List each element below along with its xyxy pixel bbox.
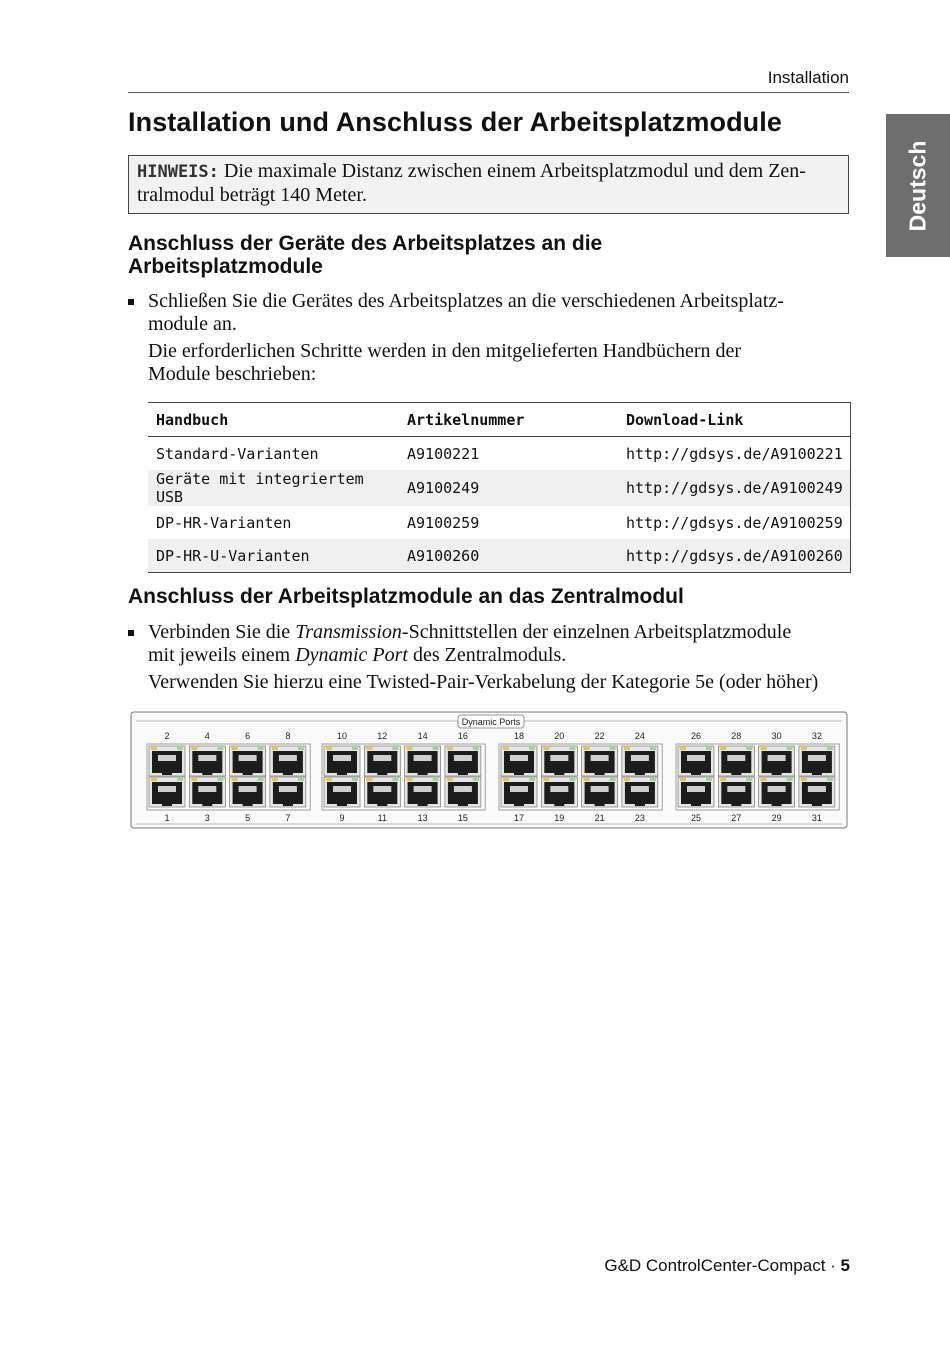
led-green — [298, 778, 304, 781]
rj45-latch — [595, 803, 605, 806]
rj45-jack-opening — [273, 751, 303, 773]
rj45-contacts — [373, 755, 391, 761]
rj45-latch — [243, 803, 253, 806]
led-yellow — [447, 747, 453, 750]
led-yellow — [720, 778, 726, 781]
led-green — [610, 778, 616, 781]
rj45-latch — [458, 803, 468, 806]
table-row — [148, 506, 851, 539]
note-text-line2: tralmodul beträgt 140 Meter. — [137, 184, 367, 206]
section2-bullet-text: -Schnittstellen der einzelnen Arbeitsplatzmodule — [401, 621, 792, 643]
port-number-bottom: 11 — [377, 813, 387, 823]
port-number-bottom: 31 — [811, 813, 822, 823]
rj45-contacts — [510, 755, 528, 761]
led-green — [706, 747, 712, 750]
dynamic-ports-label: Dynamic Ports — [461, 717, 521, 727]
led-yellow — [272, 747, 278, 750]
rj45-contacts — [373, 786, 391, 792]
led-green — [746, 778, 752, 781]
rj45-jack-opening — [408, 751, 438, 773]
rj45-latch — [554, 803, 564, 806]
port-number-top: 28 — [731, 731, 742, 741]
rj45-contacts — [687, 755, 705, 761]
led-yellow — [151, 747, 157, 750]
download-link[interactable]: http://gdsys.de/A9100259 — [626, 513, 843, 532]
led-yellow — [151, 778, 157, 781]
rj45-jack-opening — [681, 782, 711, 804]
rj45-latch — [162, 772, 172, 775]
rj45-contacts — [333, 786, 351, 792]
language-tab-label: Deutsch — [904, 140, 931, 231]
rj45-jack-opening — [233, 782, 263, 804]
rj45-jack-opening — [625, 782, 655, 804]
port-number-bottom: 5 — [245, 813, 251, 823]
article-number-cell: A9100221 — [407, 444, 480, 463]
led-green — [177, 747, 183, 750]
rj45-contacts — [158, 786, 176, 792]
rj45-jack-opening — [504, 782, 534, 804]
led-green — [827, 747, 833, 750]
rj45-contacts — [808, 755, 826, 761]
rj45-jack-opening — [721, 751, 751, 773]
note-box — [128, 155, 849, 214]
led-green — [473, 747, 479, 750]
section2-bullet-text: des Zentralmoduls. — [407, 644, 567, 666]
running-header — [128, 66, 849, 93]
rj45-contacts — [198, 786, 216, 792]
led-yellow — [503, 778, 509, 781]
rj45-latch — [514, 803, 524, 806]
rj45-contacts — [727, 755, 745, 761]
section2-paragraph: Verwenden Sie hierzu eine Twisted-Pair-Verkabelung der Kategorie 5e (oder höher) — [148, 671, 819, 693]
led-yellow — [503, 747, 509, 750]
rj45-contacts — [550, 786, 568, 792]
note-text-line1: Die maximale Distanz zwischen einem Arbeitsplatzmodul und dem Zen- — [223, 160, 806, 182]
port-number-top: 26 — [690, 731, 702, 741]
rj45-contacts — [768, 755, 786, 761]
section1-para-line1: Die erforderlichen Schritte werden in den mitgelieferten Handbüchern der — [148, 340, 742, 362]
led-yellow — [191, 747, 197, 750]
rj45-contacts — [158, 755, 176, 761]
table-header-cell: Handbuch — [148, 403, 399, 437]
table-row — [148, 539, 851, 573]
rj45-contacts — [631, 755, 649, 761]
download-link[interactable]: http://gdsys.de/A9100249 — [618, 470, 851, 506]
note-label: HINWEIS: — [137, 162, 219, 182]
section1-heading-line1: Anschluss der Geräte des Arbeitsplatzes an die — [128, 232, 603, 255]
port-number-top: 8 — [285, 731, 291, 741]
page-number: 5 — [840, 1256, 850, 1275]
download-link[interactable]: http://gdsys.de/A9100260 — [618, 539, 851, 573]
section1-para-line2: Module beschrieben: — [148, 363, 317, 385]
rj45-jack-opening — [681, 751, 711, 773]
led-green — [258, 778, 264, 781]
led-green — [298, 747, 304, 750]
rj45-contacts — [591, 786, 609, 792]
rj45-contacts — [454, 755, 472, 761]
port-number-bottom: 21 — [594, 813, 605, 823]
led-yellow — [801, 778, 807, 781]
led-yellow — [232, 778, 238, 781]
rj45-contacts — [198, 755, 216, 761]
rj45-latch — [377, 803, 387, 806]
rj45-latch — [554, 772, 564, 775]
rj45-contacts — [631, 786, 649, 792]
rj45-jack-opening — [192, 782, 222, 804]
rj45-contacts — [279, 786, 297, 792]
led-green — [217, 747, 223, 750]
led-yellow — [761, 747, 767, 750]
rj45-jack-opening — [544, 751, 574, 773]
section2-bullet — [128, 621, 848, 667]
rj45-latch — [812, 772, 822, 775]
bullet-marker — [128, 299, 134, 305]
rj45-latch — [514, 772, 524, 775]
led-green — [827, 778, 833, 781]
led-yellow — [191, 778, 197, 781]
rj45-contacts — [687, 786, 705, 792]
led-green — [746, 747, 752, 750]
led-green — [258, 747, 264, 750]
led-green — [352, 778, 358, 781]
manual-name-cell: DP-HR-Varianten — [156, 513, 292, 532]
port-number-bottom: 13 — [417, 813, 428, 823]
port-number-bottom: 23 — [634, 813, 645, 823]
port-number-top: 24 — [634, 731, 645, 741]
led-green — [352, 747, 358, 750]
rj45-jack-opening — [327, 751, 357, 773]
rj45-contacts — [333, 755, 351, 761]
led-yellow — [624, 747, 630, 750]
led-yellow — [801, 747, 807, 750]
manual-table — [148, 402, 851, 573]
rj45-latch — [283, 772, 293, 775]
manual-name-cell: Geräte mit integriertem USB — [148, 470, 399, 506]
rj45-jack-opening — [625, 751, 655, 773]
port-number-top: 30 — [771, 731, 782, 741]
rj45-latch — [772, 772, 782, 775]
section2-bullet-italic: Dynamic Port — [295, 644, 408, 666]
rj45-latch — [377, 772, 387, 775]
rj45-latch — [731, 803, 741, 806]
port-number-bottom: 29 — [771, 813, 782, 823]
led-yellow — [543, 778, 549, 781]
section2-bullet-text: Verbinden Sie die — [148, 621, 296, 643]
led-yellow — [366, 747, 372, 750]
port-number-bottom: 1 — [164, 813, 170, 823]
led-green — [433, 778, 439, 781]
led-yellow — [584, 747, 590, 750]
rj45-contacts — [768, 786, 786, 792]
rj45-contacts — [591, 755, 609, 761]
section1-heading-line2: Arbeitsplatzmodule — [128, 255, 323, 278]
port-number-top: 10 — [336, 731, 348, 741]
led-green — [433, 747, 439, 750]
port-number-bottom: 25 — [690, 813, 702, 823]
led-yellow — [584, 778, 590, 781]
led-yellow — [407, 778, 413, 781]
led-green — [217, 778, 223, 781]
led-green — [569, 747, 575, 750]
rj45-jack-opening — [233, 751, 263, 773]
rj45-latch — [418, 772, 428, 775]
port-number-bottom: 15 — [457, 813, 468, 823]
led-green — [787, 747, 793, 750]
table-header-row — [148, 403, 851, 437]
section2-bullet-text: mit jeweils einem — [148, 644, 296, 666]
rj45-latch — [243, 772, 253, 775]
rj45-latch — [772, 803, 782, 806]
table-header-cell: Artikelnummer — [399, 403, 618, 437]
led-yellow — [407, 747, 413, 750]
article-number-cell: A9100259 — [407, 513, 480, 532]
rj45-latch — [691, 803, 701, 806]
rj45-latch — [202, 772, 212, 775]
port-number-bottom: 27 — [731, 813, 742, 823]
rj45-contacts — [414, 786, 432, 792]
led-green — [569, 778, 575, 781]
led-green — [529, 778, 535, 781]
port-number-top: 6 — [245, 731, 251, 741]
port-number-bottom: 17 — [513, 813, 525, 823]
led-yellow — [720, 747, 726, 750]
rj45-jack-opening — [448, 782, 478, 804]
manual-name-cell: Standard-Varianten — [156, 444, 319, 463]
port-number-top: 4 — [204, 731, 210, 741]
manual-name-cell: DP-HR-U-Varianten — [148, 539, 399, 573]
rj45-contacts — [414, 755, 432, 761]
rj45-contacts — [727, 786, 745, 792]
footer-product: G&D ControlCenter-Compact · — [604, 1256, 841, 1275]
rj45-contacts — [239, 755, 257, 761]
rj45-latch — [595, 772, 605, 775]
rj45-jack-opening — [327, 782, 357, 804]
article-number-cell: A9100249 — [399, 470, 618, 506]
port-number-top: 22 — [594, 731, 605, 741]
table-row — [148, 437, 851, 471]
rj45-contacts — [510, 786, 528, 792]
section2-heading: Anschluss der Arbeitsplatzmodule an das Zentralmodul — [128, 585, 684, 608]
rj45-jack-opening — [152, 751, 182, 773]
rj45-latch — [162, 803, 172, 806]
port-number-bottom: 9 — [339, 813, 345, 823]
rj45-jack-opening — [408, 782, 438, 804]
led-green — [177, 778, 183, 781]
port-number-top: 12 — [377, 731, 388, 741]
port-number-top: 16 — [457, 731, 468, 741]
port-number-top: 2 — [164, 731, 170, 741]
rj45-latch — [635, 803, 645, 806]
rj45-jack-opening — [721, 782, 751, 804]
port-number-top: 32 — [811, 731, 822, 741]
rj45-jack-opening — [762, 782, 792, 804]
rj45-jack-opening — [273, 782, 303, 804]
section1-heading — [128, 232, 602, 278]
rj45-latch — [337, 772, 347, 775]
rj45-jack-opening — [585, 782, 615, 804]
led-green — [610, 747, 616, 750]
led-green — [787, 778, 793, 781]
led-green — [529, 747, 535, 750]
port-number-bottom: 19 — [554, 813, 565, 823]
led-yellow — [447, 778, 453, 781]
led-yellow — [680, 747, 686, 750]
rj45-jack-opening — [585, 751, 615, 773]
page-title: Installation und Anschluss der Arbeitsplatzmodule — [128, 107, 782, 137]
rj45-jack-opening — [448, 751, 478, 773]
language-tab — [886, 114, 950, 257]
bullet-marker — [128, 630, 134, 636]
rj45-jack-opening — [544, 782, 574, 804]
rj45-contacts — [454, 786, 472, 792]
led-yellow — [326, 747, 332, 750]
led-yellow — [624, 778, 630, 781]
port-number-top: 20 — [554, 731, 565, 741]
rj45-latch — [812, 803, 822, 806]
rj45-latch — [691, 772, 701, 775]
header-section-title: Installation — [767, 68, 849, 87]
rj45-jack-opening — [367, 751, 397, 773]
rj45-jack-opening — [504, 751, 534, 773]
led-yellow — [543, 747, 549, 750]
rj45-contacts — [550, 755, 568, 761]
led-green — [650, 747, 656, 750]
rj45-contacts — [279, 755, 297, 761]
rj45-jack-opening — [152, 782, 182, 804]
page-footer — [604, 1256, 850, 1276]
port-number-top: 14 — [417, 731, 428, 741]
led-green — [473, 778, 479, 781]
rj45-jack-opening — [367, 782, 397, 804]
led-yellow — [366, 778, 372, 781]
rj45-latch — [202, 803, 212, 806]
rj45-contacts — [239, 786, 257, 792]
port-number-bottom: 7 — [285, 813, 291, 823]
led-yellow — [761, 778, 767, 781]
section1-bullet-line2: module an. — [148, 313, 237, 335]
led-yellow — [680, 778, 686, 781]
section2-bullet-italic: Transmission — [295, 621, 402, 643]
rj45-latch — [337, 803, 347, 806]
rj45-jack-opening — [802, 782, 832, 804]
port-number-top: 18 — [513, 731, 525, 741]
rj45-jack-opening — [762, 751, 792, 773]
rj45-jack-opening — [802, 751, 832, 773]
led-yellow — [326, 778, 332, 781]
led-green — [392, 778, 398, 781]
section1-bullet — [128, 290, 848, 336]
rj45-latch — [283, 803, 293, 806]
section1-paragraph — [148, 340, 848, 386]
section1-bullet-line1: Schließen Sie die Gerätes des Arbeitsplatzes an die verschiedenen Arbeitsplatz- — [148, 290, 784, 312]
table-header-cell: Download-Link — [618, 403, 851, 437]
download-link[interactable]: http://gdsys.de/A9100221 — [626, 444, 843, 463]
led-green — [392, 747, 398, 750]
rj45-jack-opening — [192, 751, 222, 773]
led-yellow — [272, 778, 278, 781]
table-row — [148, 470, 851, 506]
article-number-cell: A9100260 — [399, 539, 618, 573]
led-green — [650, 778, 656, 781]
rj45-latch — [418, 803, 428, 806]
rj45-latch — [635, 772, 645, 775]
rj45-latch — [458, 772, 468, 775]
rj45-contacts — [808, 786, 826, 792]
dynamic-ports-panel — [128, 708, 850, 833]
rj45-latch — [731, 772, 741, 775]
led-green — [706, 778, 712, 781]
led-yellow — [232, 747, 238, 750]
port-number-bottom: 3 — [204, 813, 210, 823]
